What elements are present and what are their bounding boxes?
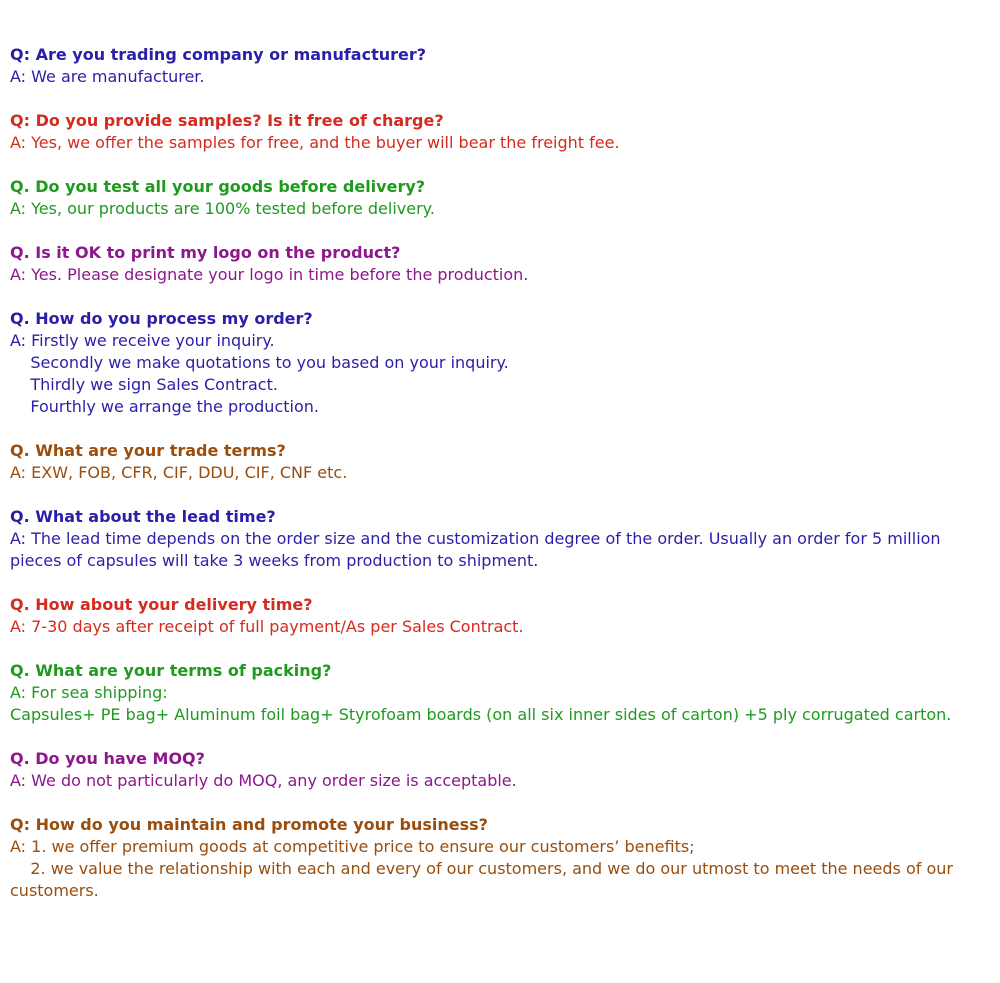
faq-item — [10, 506, 985, 572]
faq-answer-line: Secondly we make quotations to you based on your inquiry. — [10, 353, 509, 372]
faq-answer-line: A: 7-30 days after receipt of full payment/As per Sales Contract. — [10, 617, 524, 636]
faq-item — [10, 44, 985, 88]
faq-question: Q. Is it OK to print my logo on the product? — [10, 243, 401, 262]
faq-answer-line: Thirdly we sign Sales Contract. — [10, 375, 278, 394]
faq-answer-line: A: Yes, we offer the samples for free, and the buyer will bear the freight fee. — [10, 133, 620, 152]
faq-item — [10, 110, 985, 154]
faq-question: Q. Do you test all your goods before delivery? — [10, 177, 426, 196]
faq-answer-line: Capsules+ PE bag+ Aluminum foil bag+ Styrofoam boards (on all six inner sides of carton) +5 ply corrugated carton. — [10, 705, 952, 724]
faq-question: Q. How do you process my order? — [10, 309, 313, 328]
faq-answer-line: A: EXW, FOB, CFR, CIF, DDU, CIF, CNF etc. — [10, 463, 348, 482]
faq-answer-line: 2. we value the relationship with each and every of our customers, and we do our utmost to meet the needs of our customers. — [10, 859, 959, 900]
faq-question: Q. What about the lead time? — [10, 507, 276, 526]
faq-list — [10, 44, 985, 924]
faq-item — [10, 814, 985, 902]
faq-item — [10, 440, 985, 484]
faq-question: Q. How about your delivery time? — [10, 595, 313, 614]
faq-question: Q: How do you maintain and promote your business? — [10, 815, 488, 834]
faq-answer-line: Fourthly we arrange the production. — [10, 397, 319, 416]
faq-answer-line: A: 1. we offer premium goods at competitive price to ensure our customers’ benefits; — [10, 837, 695, 856]
faq-question: Q. What are your trade terms? — [10, 441, 286, 460]
faq-answer-line: A: Firstly we receive your inquiry. — [10, 331, 275, 350]
faq-item — [10, 594, 985, 638]
faq-answer-line: A: Yes. Please designate your logo in time before the production. — [10, 265, 529, 284]
faq-item — [10, 660, 985, 726]
faq-question: Q: Are you trading company or manufacturer? — [10, 45, 427, 64]
faq-answer-line: A: For sea shipping: — [10, 683, 168, 702]
faq-item — [10, 176, 985, 220]
faq-answer-line: A: The lead time depends on the order size and the customization degree of the order. Usually an order for 5 million pieces of capsules will take 3 weeks from production to shipment. — [10, 529, 946, 570]
faq-question: Q. Do you have MOQ? — [10, 749, 205, 768]
faq-question: Q. What are your terms of packing? — [10, 661, 332, 680]
faq-item — [10, 242, 985, 286]
faq-question: Q: Do you provide samples? Is it free of charge? — [10, 111, 444, 130]
faq-answer-line: A: We do not particularly do MOQ, any order size is acceptable. — [10, 771, 517, 790]
faq-answer-line: A: Yes, our products are 100% tested before delivery. — [10, 199, 435, 218]
faq-item — [10, 308, 985, 418]
faq-item — [10, 748, 985, 792]
faq-answer-line: A: We are manufacturer. — [10, 67, 205, 86]
